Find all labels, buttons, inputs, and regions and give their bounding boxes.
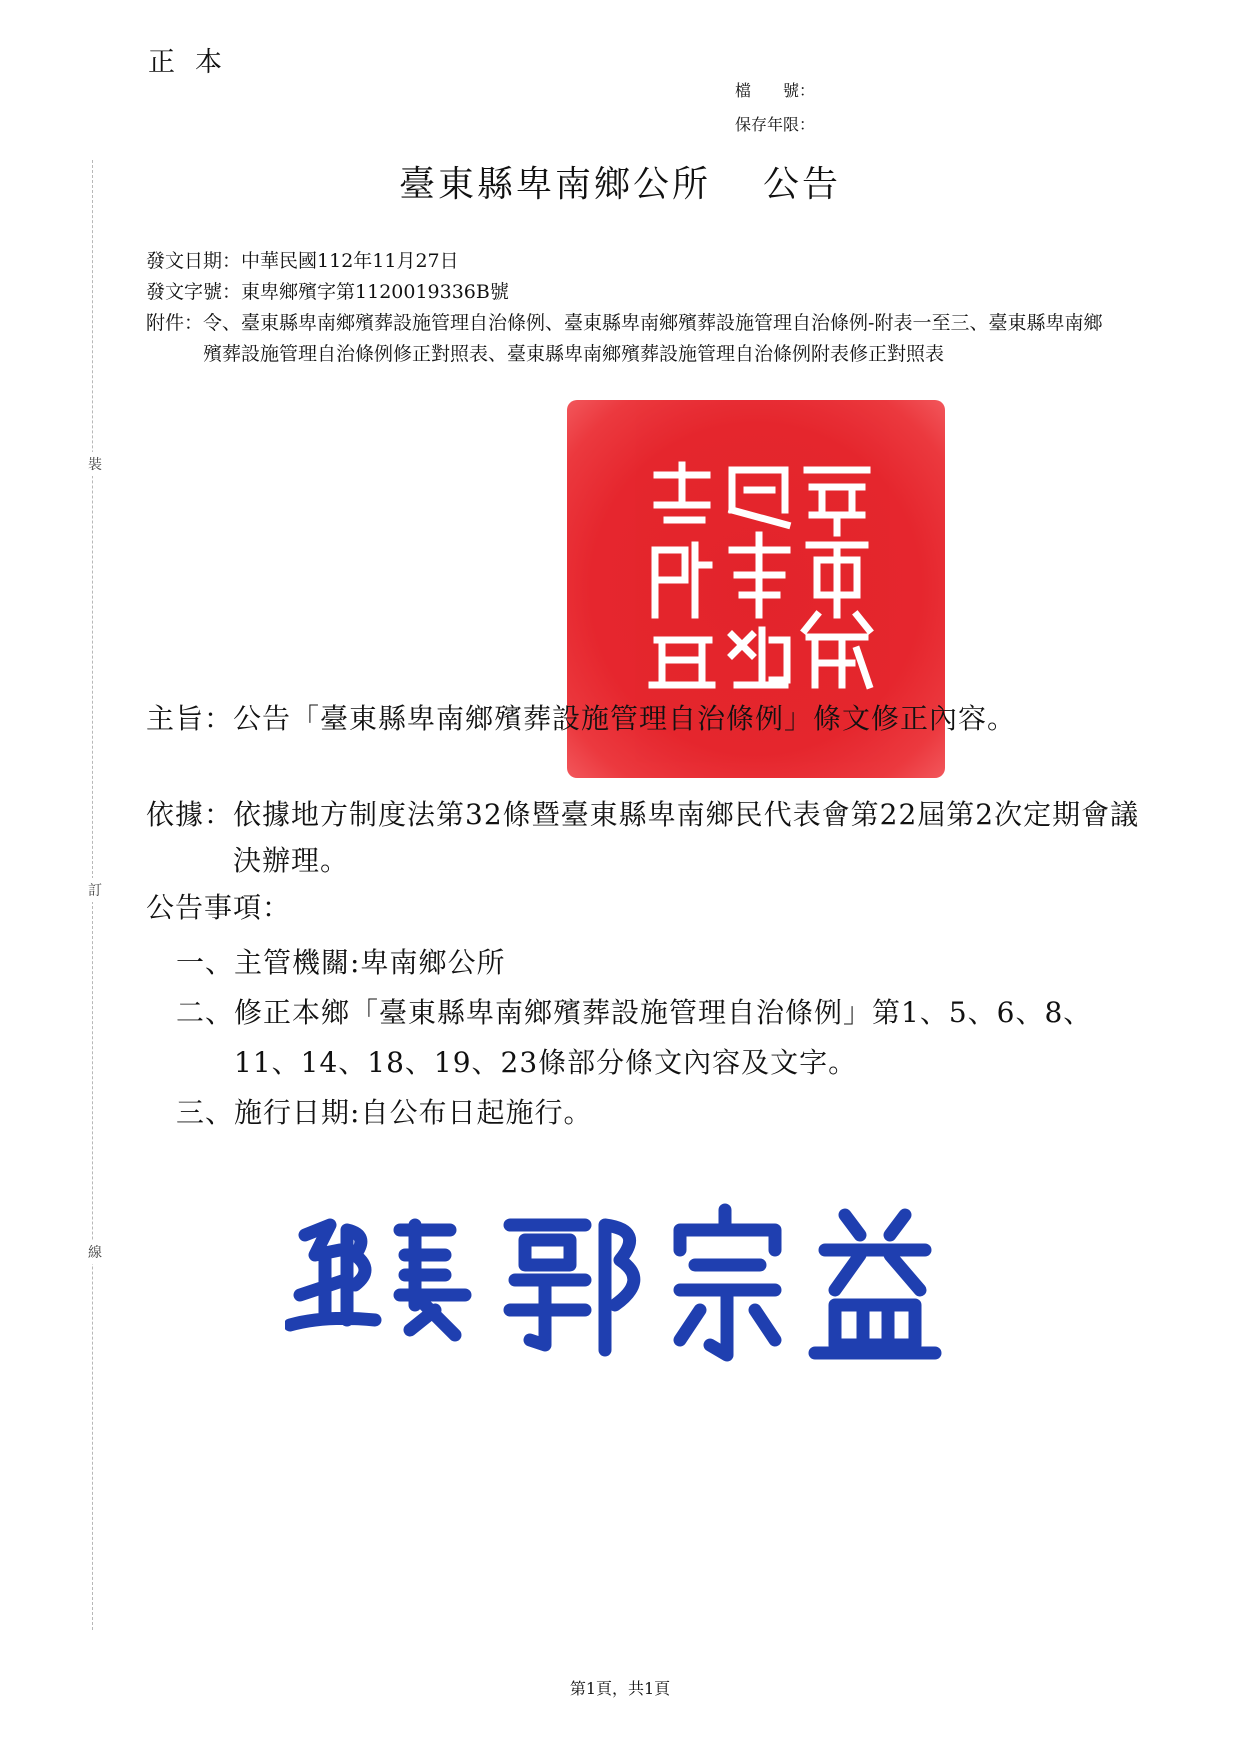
seal-glyph-graphic: [637, 455, 877, 695]
notice-item: [176, 1088, 1136, 1138]
notice-items-list: [176, 938, 1136, 1138]
issuing-agency: 臺東縣卑南鄉公所: [398, 164, 711, 205]
notice-item-text: 施行日期:自公布日起施行。: [234, 1096, 593, 1129]
original-copy-mark: 正本: [148, 47, 242, 78]
notice-items-heading: 公告事項：: [146, 891, 292, 924]
reference-number-value: 東卑鄉殯字第1120019336B號: [241, 281, 509, 303]
notice-item-text: 主管機關:卑南鄉公所: [234, 946, 506, 979]
document-metadata: [146, 246, 1136, 370]
notice-item-number: 二、: [176, 996, 235, 1029]
seal-characters: [637, 455, 877, 695]
document-title: [0, 156, 1240, 207]
attachment-row: [146, 308, 1136, 370]
notice-item-number: 三、: [176, 1096, 235, 1129]
notice-item: [176, 988, 1136, 1088]
signature-graphic: [285, 1195, 1005, 1365]
issue-date-value: 中華民國112年11月27日: [241, 250, 459, 272]
attachment-value: 令、臺東縣卑南鄉殯葬設施管理自治條例、臺東縣卑南鄉殯葬設施管理自治條例-附表一至三、臺東縣卑南鄉殯葬設施管理自治條例修正對照表、臺東縣卑南鄉殯葬設施管理自治條例附表修正對照表: [203, 312, 1103, 365]
issue-date-label: 發文日期：: [146, 250, 242, 272]
notice-item-text: 修正本鄉「臺東縣卑南鄉殯葬設施管理自治條例」第1、5、6、8、11、14、18、19、23條部分條文內容及文字。: [234, 996, 1093, 1079]
retention-period-label: 保存年限：: [735, 115, 816, 134]
document-type: 公告: [763, 164, 842, 205]
basis-text: 依據地方制度法第32條暨臺東縣卑南鄉民代表會第22屆第2次定期會議決辦理。: [233, 798, 1140, 877]
file-meta: [735, 74, 815, 142]
notice-item: [176, 938, 1136, 988]
binding-mark-staple: 訂: [88, 878, 102, 902]
issue-date-row: [146, 246, 1136, 277]
page-number-footer: 第1頁，共1頁: [569, 1679, 671, 1698]
mayor-signature-stamp: [285, 1195, 1005, 1365]
reference-number-row: [146, 277, 1136, 308]
basis-label: 依據：: [146, 798, 234, 831]
attachment-label: 附件：: [146, 312, 204, 334]
binding-mark-line: 線: [88, 1240, 102, 1264]
subject-label: 主旨：: [146, 702, 234, 735]
reference-number-label: 發文字號：: [146, 281, 242, 303]
notice-item-number: 一、: [176, 946, 235, 979]
basis-section: [146, 792, 1146, 884]
binding-mark-bind: 裝: [88, 452, 102, 476]
subject-text: 公告「臺東縣卑南鄉殯葬設施管理自治條例」條文修正內容。: [233, 702, 1017, 735]
file-number-label: 檔 號：: [735, 81, 816, 100]
subject-section: [146, 696, 1146, 742]
